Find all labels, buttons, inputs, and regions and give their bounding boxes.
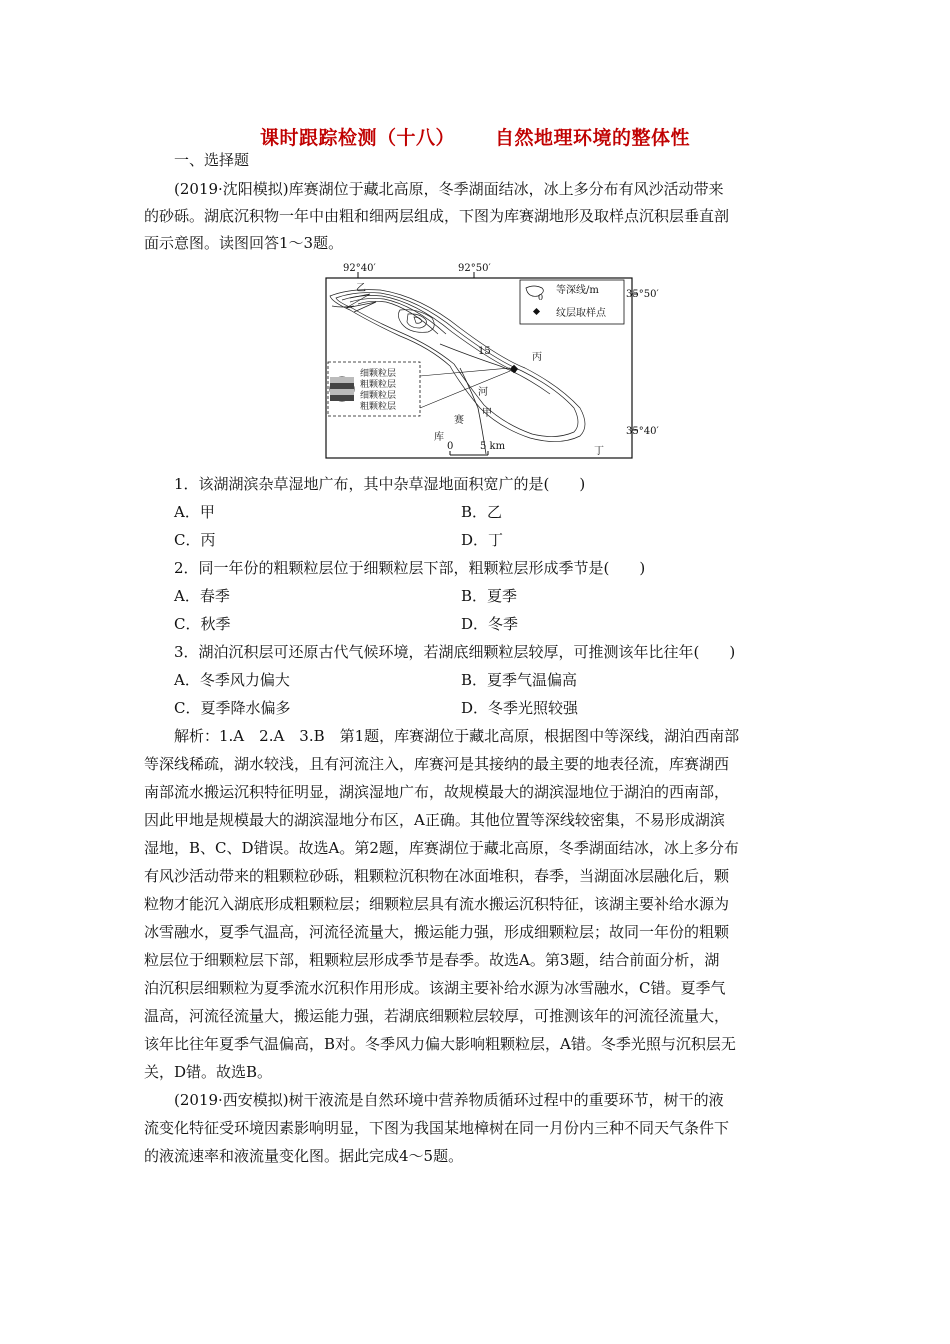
label-yi: 乙 bbox=[356, 283, 366, 294]
label-bing: 丙 bbox=[532, 352, 542, 363]
lon-label-2: 92°50′ bbox=[458, 263, 491, 274]
q3-option-c: C．夏季降水偏多 bbox=[174, 699, 291, 717]
q2-stem: 2．同一年份的粗颗粒层位于细颗粒层下部，粗颗粒层形成季节是( ) bbox=[174, 559, 646, 577]
q1-stem: 1．该湖湖滨杂草湿地广布，其中杂草湿地面积宽广的是( ) bbox=[174, 475, 586, 493]
q2-option-b: B．夏季 bbox=[461, 587, 518, 605]
lat-label-2: 35°40′ bbox=[626, 426, 659, 437]
scale-label-0: 0 bbox=[447, 441, 454, 452]
analysis-line-6: 有风沙活动带来的粗颗粒砂砾，粗颗粒沉积物在冰面堆积，春季，当湖面冰层融化后，颗 bbox=[144, 867, 730, 885]
analysis-line-13: 关，D错。故选B。 bbox=[144, 1063, 273, 1081]
analysis-line-12: 该年比往年夏季气温偏高，B对。冬季风力偏大影响粗颗粒层，A错。冬季光照与沉积层无 bbox=[144, 1035, 736, 1053]
q1-option-d: D．丁 bbox=[461, 531, 504, 549]
analysis-line-3: 南部流水搬运沉积特征明显，湖滨湿地广布，故规模最大的湖滨湿地位于湖泊的西南部， bbox=[144, 783, 730, 801]
q2-option-d: D．冬季 bbox=[461, 615, 519, 633]
analysis-line-8: 冰雪融水，夏季气温高，河流径流量大，搬运能力强，形成细颗粒层；故同一年份的粗颗 bbox=[144, 923, 730, 941]
intro1-line1: (2019·沈阳模拟)库赛湖位于藏北高原，冬季湖面结冰，冰上多分布有风沙活动带来 bbox=[174, 180, 724, 198]
analysis-line-1: 解析：1.A 2.A 3.B 第1题，库赛湖位于藏北高原，根据图中等深线，湖泊西南部 bbox=[174, 727, 740, 745]
profile-layer-1 bbox=[330, 377, 354, 383]
depth-label-15: 15 bbox=[478, 346, 491, 357]
label-ding: 丁 bbox=[594, 446, 604, 457]
analysis-line-5: 湿地，B、C、D错误。故选A。第2题，库赛湖位于藏北高原，冬季湖面结冰，冰上多分布 bbox=[144, 839, 739, 857]
lake-map-figure bbox=[310, 258, 659, 462]
label-ku: 库 bbox=[434, 432, 444, 443]
q3-option-a: A．冬季风力偏大 bbox=[174, 671, 290, 689]
intro2-line3: 的液流速率和液流量变化图。据此完成4～5题。 bbox=[144, 1147, 464, 1165]
inset-leader-bottom bbox=[420, 371, 510, 408]
legend-contour-zero: 0 bbox=[538, 293, 544, 302]
q2-option-a: A．春季 bbox=[174, 587, 230, 605]
lon-label-1: 92°40′ bbox=[343, 263, 376, 274]
intro1-line2: 的砂砾。湖底沉积物一年中由粗和细两层组成，下图为库赛湖地形及取样点沉积层垂直剖 bbox=[144, 207, 730, 225]
title-part1: 课时跟踪检测（十八） bbox=[259, 127, 455, 149]
analysis-line-2: 等深线稀疏，湖水较浅，且有河流注入，库赛河是其接纳的最主要的地表径流，库赛湖西 bbox=[144, 755, 730, 773]
q3-stem: 3．湖泊沉积层可还原古代气候环境，若湖底细颗粒层较厚，可推测该年比往年( ) bbox=[174, 643, 736, 661]
inset-leader-top bbox=[420, 368, 510, 376]
analysis-line-7: 粒物才能沉入湖底形成粗颗粒层；细颗粒层具有流水搬运沉积特征，该湖主要补给水源为 bbox=[144, 895, 730, 913]
page-title bbox=[0, 123, 950, 150]
lake-map-svg bbox=[310, 258, 659, 462]
analysis-line-9: 粒层位于细颗粒层下部，粗颗粒层形成季节是春季。故选A。第3题，结合前面分析，湖 bbox=[144, 951, 720, 969]
profile-layer-2 bbox=[330, 383, 354, 389]
layer-label-4: 粗颗粒层 bbox=[360, 402, 397, 412]
legend-sample-label: 纹层取样点 bbox=[556, 308, 606, 319]
q1-option-b: B．乙 bbox=[461, 503, 503, 521]
intro1-line3: 面示意图。读图回答1～3题。 bbox=[144, 234, 344, 252]
intro2-line1: (2019·西安模拟)树干液流是自然环境中营养物质循环过程中的重要环节，树干的液 bbox=[174, 1091, 724, 1109]
q3-option-b: B．夏季气温偏高 bbox=[461, 671, 578, 689]
label-sai: 赛 bbox=[454, 415, 464, 426]
label-jia: 甲 bbox=[482, 408, 492, 419]
scale-label-5: 5 km bbox=[480, 441, 506, 452]
intro2-line2: 流变化特征受环境因素影响明显，下图为我国某地樟树在同一月份内三种不同天气条件下 bbox=[144, 1119, 730, 1137]
q1-option-c: C．丙 bbox=[174, 531, 216, 549]
legend-contour-label: 等深线/m bbox=[556, 285, 599, 296]
label-he: 河 bbox=[478, 387, 488, 398]
lat-label-1: 35°50′ bbox=[626, 289, 659, 300]
layer-label-1: 细颗粒层 bbox=[360, 369, 397, 379]
layer-label-2: 粗颗粒层 bbox=[360, 380, 397, 390]
q2-option-c: C．秋季 bbox=[174, 615, 231, 633]
profile-layer-4 bbox=[330, 395, 354, 401]
profile-layer-3 bbox=[330, 389, 354, 395]
layer-label-3: 细颗粒层 bbox=[360, 391, 397, 401]
q3-option-d: D．冬季光照较强 bbox=[461, 699, 579, 717]
q1-option-a: A．甲 bbox=[174, 503, 215, 521]
analysis-line-10: 泊沉积层细颗粒为夏季流水沉积作用形成。该湖主要补给水源为冰雪融水，C错。夏季气 bbox=[144, 979, 726, 997]
title-part2: 自然地理环境的整体性 bbox=[495, 127, 691, 149]
section-heading: 一、选择题 bbox=[174, 151, 250, 169]
analysis-line-11: 温高，河流径流量大，搬运能力强，若湖底细颗粒层较厚，可推测该年的河流径流量大， bbox=[144, 1007, 730, 1025]
analysis-line-4: 因此甲地是规模最大的湖滨湿地分布区，A正确。其他位置等深线较密集，不易形成湖滨 bbox=[144, 811, 725, 829]
